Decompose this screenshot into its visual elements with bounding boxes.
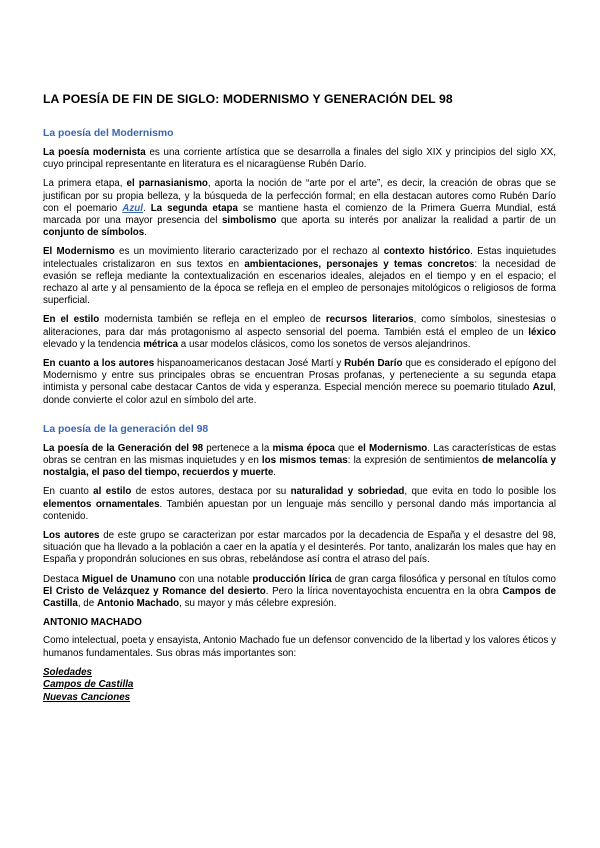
bold-text: Antonio Machado: [96, 598, 180, 610]
text-run: En cuanto: [43, 486, 94, 498]
text-run: que es considerado el epígono del Modernismo y entre sus principales obras se encuentran Prosas profanas, y perteneciente a su segunda etapa intimista y personal cabe destacar Cantos de vida y esperanza. Especial mención merece su poemario titulado: [43, 358, 556, 394]
text-run: , como símbolos, sinestesias o aliteraciones, para dar más protagonismo al aspecto sensorial del poema. También está el empleo de un: [43, 314, 556, 338]
text-run: pertenece a la: [203, 442, 273, 454]
list-item[interactable]: Nuevas Canciones: [43, 691, 131, 703]
text-run: : la expresión de sentimientos: [347, 455, 483, 467]
text-run: . También apuestan por un lenguaje más sencillo y personal dando más importancia al contenido.: [43, 498, 556, 522]
bold-text: los mismos temas: [261, 455, 348, 467]
bold-text: Rubén Darío: [344, 358, 403, 370]
paragraph-machado: Como intelectual, poeta y ensayista, Antonio Machado fue un defensor convencido de la libertad y los valores éticos y humanos fundamentales. Sus obras más importantes son:: [43, 635, 556, 659]
text-run: . Estas inquietudes intelectuales cristalizaron en sus textos en: [43, 246, 556, 270]
paragraph-modernismo-contexto: [43, 246, 556, 307]
text-run: .: [142, 202, 151, 214]
bold-text: En el estilo: [43, 314, 100, 326]
bold-text: misma época: [272, 442, 335, 454]
text-run: , de: [77, 598, 97, 610]
text-run: de gran carga filosófica y personal en títulos como: [331, 573, 556, 585]
bold-text: La segunda etapa: [150, 202, 238, 214]
machado-works-list: [43, 667, 556, 704]
bold-text: contexto histórico: [383, 246, 471, 258]
bold-text: producción lírica: [252, 573, 332, 585]
bold-text: El Modernismo: [43, 246, 115, 258]
paragraph-generacion-unamuno: [43, 574, 556, 611]
paragraph-modernismo-estilo: [43, 314, 556, 351]
list-item[interactable]: Campos de Castilla: [43, 679, 134, 691]
bold-text: métrica: [143, 338, 179, 350]
subheading-antonio-machado: ANTONIO MACHADO: [43, 617, 142, 629]
text-run: .: [144, 227, 147, 239]
azul-link[interactable]: Azul: [122, 202, 143, 214]
paragraph-modernismo-etapas: [43, 178, 556, 239]
text-run: La primera etapa,: [43, 178, 127, 190]
text-run: . Las características de estas obras se centran en las mismas inquietudes y en: [43, 442, 556, 467]
bold-text: Los autores: [43, 530, 100, 542]
text-run: , aporta la noción de “arte por el arte”, es decir, la creación de obras que se justifican por su propia belleza, y la búsqueda de la perfección formal; en ella destacan autores como Rubén Darío con el poemario: [43, 178, 556, 214]
text-run: es un movimiento literario caracterizado por el rechazo al: [114, 246, 384, 258]
text-run: Destaca: [43, 573, 83, 585]
paragraph-generacion-estilo: [43, 486, 556, 523]
bold-text: al estilo: [93, 486, 132, 498]
text-run: de estos autores, destaca por su: [131, 486, 291, 498]
section-heading-generacion: La poesía de la generación del 98: [43, 423, 209, 435]
paragraph-generacion-autores: [43, 530, 556, 567]
bold-text: naturalidad y sobriedad: [290, 486, 405, 498]
text-run: : la necesidad de evasión se refleja mediante la contextualización en escenarios ideales, alejados en el tiempo y en el espacio; el rechazo al arte y al pensamiento de la época se refleja en el empleo de personajes mitológicos o religiosos de forma superficial.: [43, 258, 556, 307]
text-run: elevado y la tendencia: [43, 338, 144, 350]
text-run: de este grupo se caracterizan por estar marcados por la decadencia de España y el desastre del 98, situación que ha llevado a la población a caer en la apatía y el desinterés. Por tanto, analizarán los males que hay en España y propondrán soluciones en sus obras, rebelándose así contra el atraso del país.: [43, 530, 556, 566]
text-run: , donde convierte el color azul en símbolo del arte.: [43, 382, 556, 406]
section-modernismo: [43, 128, 556, 407]
bold-text: conjunto de símbolos: [43, 227, 145, 239]
text-run: que: [335, 442, 358, 454]
bold-text: Miguel de Unamuno: [82, 573, 176, 585]
bold-text: simbolismo: [221, 215, 277, 227]
bold-text: En cuanto a los autores: [43, 358, 155, 370]
paragraph-modernismo-intro: [43, 147, 556, 171]
text-run: .: [273, 467, 277, 479]
list-item[interactable]: Soledades: [43, 666, 93, 678]
text-run: , su mayor y más célebre expresión.: [179, 598, 337, 610]
text-run: se mantiene hasta el comienzo de la Primera Guerra Mundial, está marcada por una mayor presencia del: [43, 202, 556, 227]
text-run: a usar modelos clásicos, como los sonetos de versos alejandrinos.: [178, 338, 471, 350]
section-heading-modernismo: La poesía del Modernismo: [43, 128, 174, 139]
text-run: . Pero la lírica noventayochista encuentra en la obra: [265, 585, 503, 597]
bold-text: de melancolía y nostalgia, el paso del tiempo, recuerdos y muerte: [43, 455, 556, 479]
text-run: con una notable: [175, 573, 253, 585]
bold-text: el parnasianismo: [126, 178, 208, 190]
bold-text: La poesía modernista: [43, 147, 146, 158]
bold-text: ambientaciones, personajes y temas concretos: [244, 258, 475, 270]
bold-text: recursos literarios: [325, 314, 414, 326]
bold-text: el Modernismo: [357, 442, 428, 454]
document-title: LA POESÍA DE FIN DE SIGLO: MODERNISMO Y GENERACIÓN DEL 98: [43, 92, 453, 106]
section-generacion-98: [43, 424, 556, 704]
bold-text: Campos de Castilla: [43, 585, 556, 610]
bold-text: El Cristo de Velázquez y Romance del desierto: [43, 585, 266, 597]
text-run: hispanoamericanos destacan José Martí y: [154, 358, 345, 370]
text-run: , que evita en todo lo posible los: [404, 486, 557, 498]
bold-text: elementos ornamentales: [43, 498, 160, 510]
document-page: [43, 92, 556, 704]
bold-text: Azul: [532, 382, 554, 394]
text-run: que aporta su interés por analizar la realidad a partir de un: [276, 215, 556, 227]
paragraph-generacion-intro: [43, 443, 556, 480]
text-run: modernista también se refleja en el empleo de: [99, 314, 326, 326]
bold-text: léxico: [528, 326, 556, 338]
paragraph-modernismo-autores: [43, 358, 556, 407]
text-run: es una corriente artística que se desarrolla a finales del siglo XIX y principios del siglo XX, cuyo principal representante en literatura es el nicaragüense Rubén Darío.: [43, 147, 556, 171]
bold-text: La poesía de la Generación del 98: [43, 442, 204, 454]
